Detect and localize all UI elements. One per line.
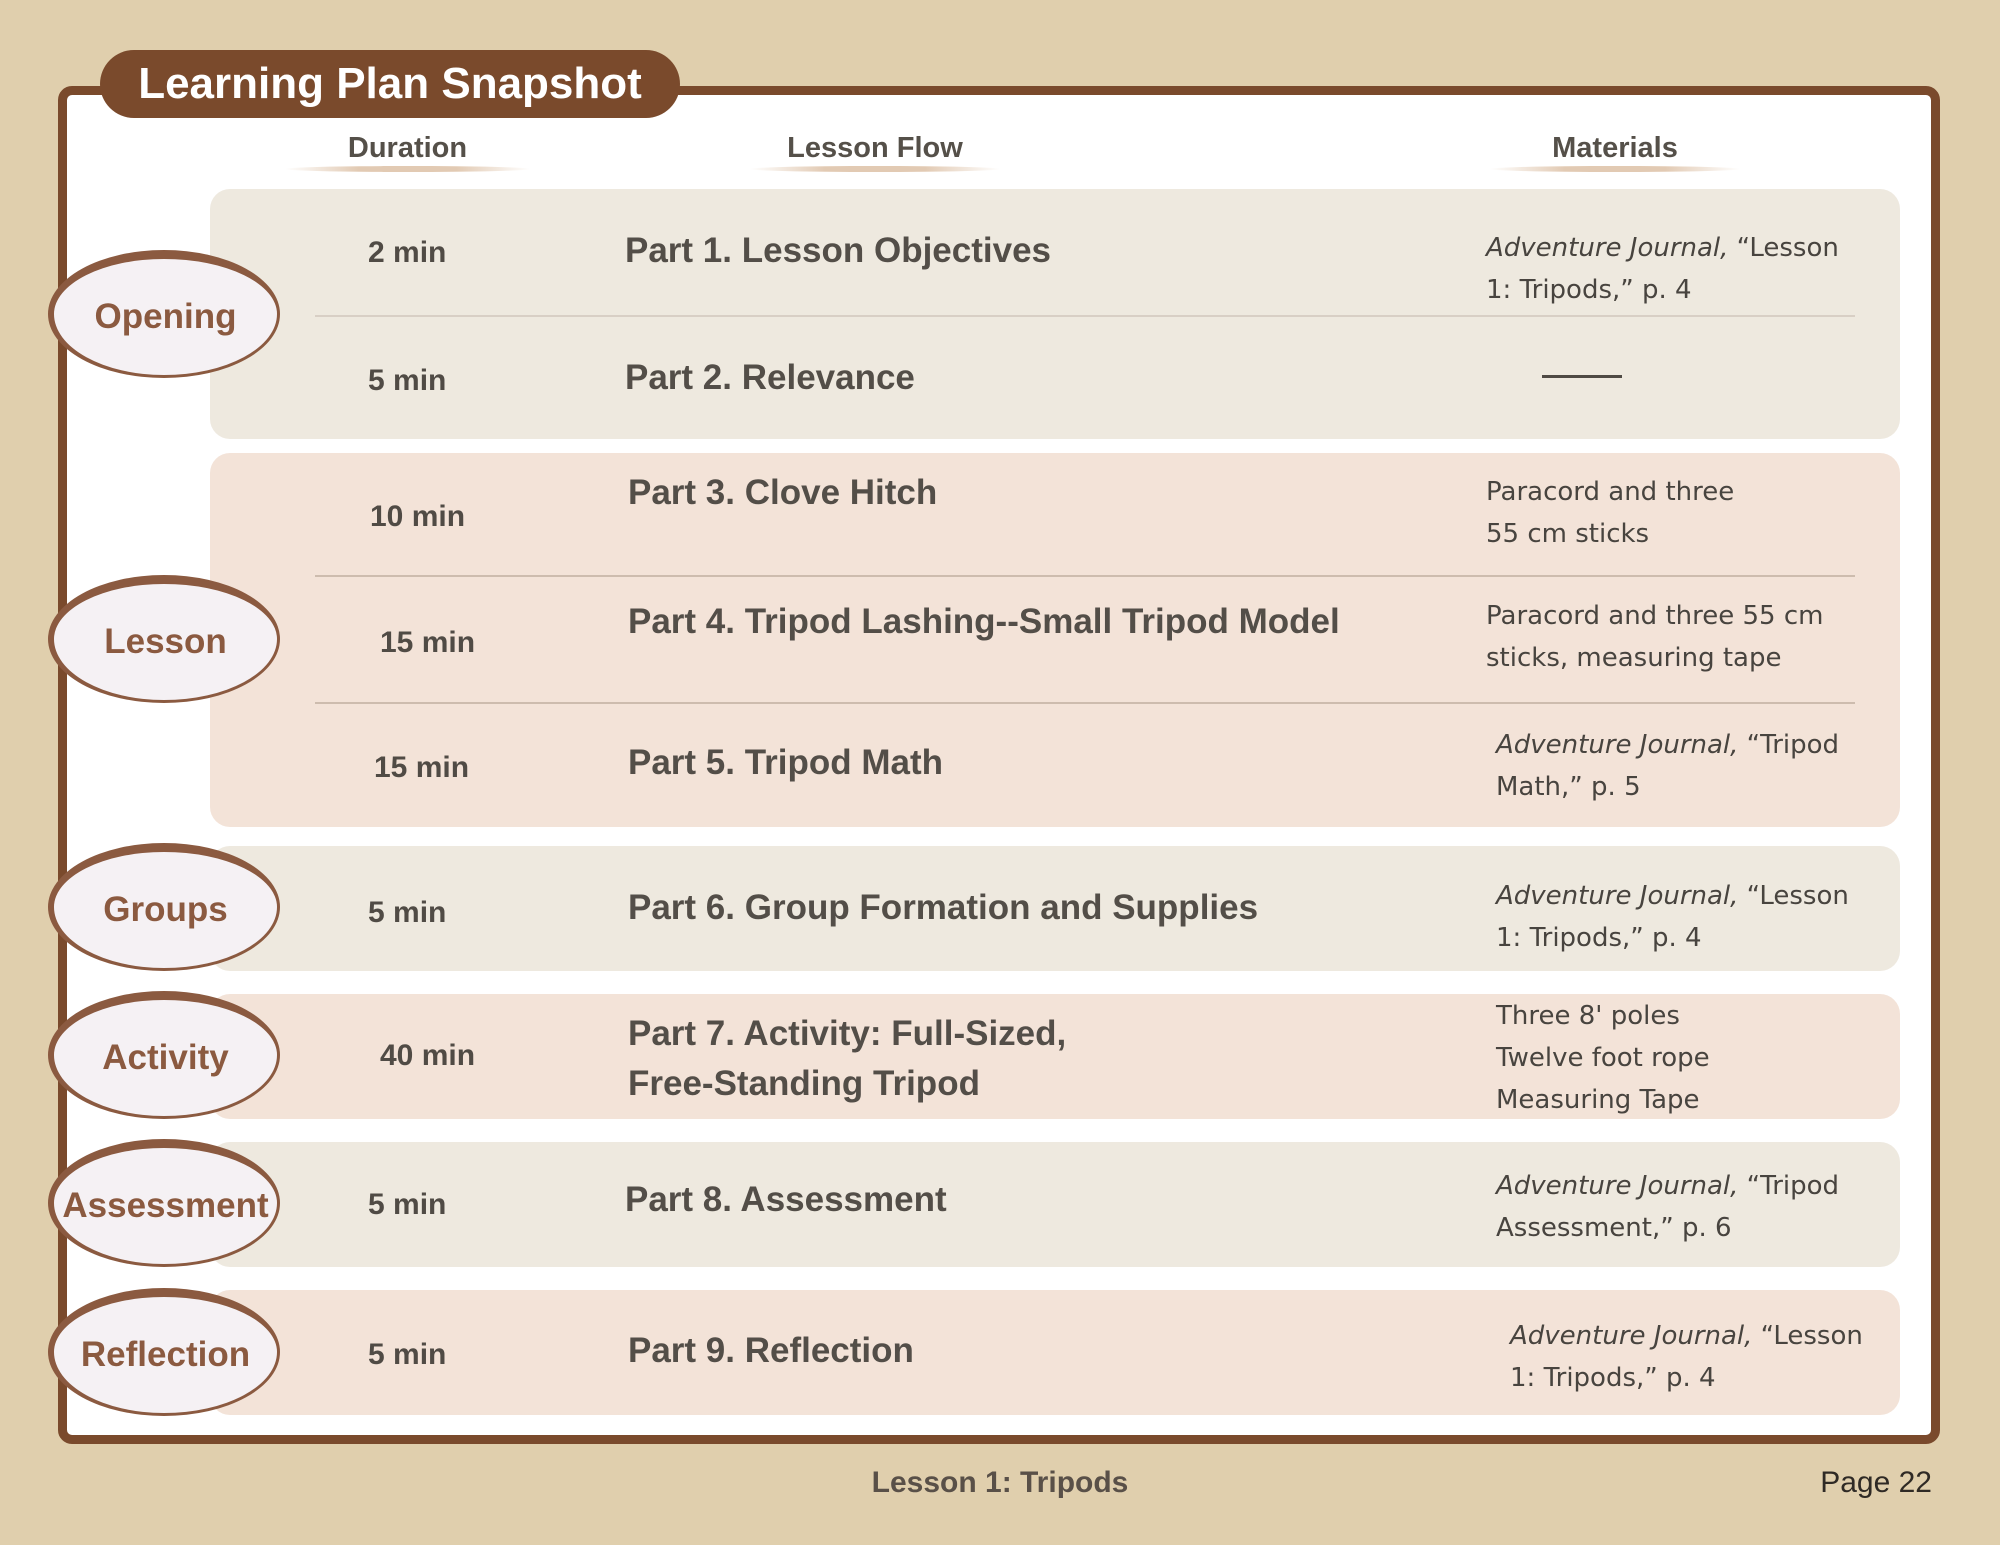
section-label-reflection: Reflection	[48, 1288, 280, 1416]
lesson-step: Part 8. Assessment	[625, 1180, 947, 1219]
duration: 5 min	[368, 896, 447, 929]
section-label-activity: Activity	[48, 991, 280, 1119]
materials: Three 8' poles Twelve foot rope Measuring Tape	[1496, 1001, 1710, 1115]
section-label-lesson: Lesson	[48, 575, 280, 703]
materials: Paracord and three 55 cm sticks	[1486, 477, 1735, 549]
duration: 40 min	[380, 1039, 476, 1072]
materials: Adventure Journal, “Lesson 1: Tripods,” p. 4	[1496, 881, 1849, 953]
duration: 15 min	[374, 751, 470, 784]
materials-none-dash	[1542, 375, 1622, 378]
lesson-step: Part 9. Reflection	[628, 1331, 914, 1370]
duration: 2 min	[368, 236, 447, 269]
footer-lesson-title: Lesson 1: Tripods	[871, 1466, 1129, 1499]
row-divider	[315, 702, 1855, 704]
lesson-step: Part 5. Tripod Math	[628, 743, 944, 782]
lesson-step: Part 3. Clove Hitch	[628, 473, 938, 512]
lesson-step: Part 1. Lesson Objectives	[625, 231, 1052, 270]
materials: Adventure Journal, “Tripod Math,” p. 5	[1496, 730, 1840, 802]
header-materials: Materials	[1510, 128, 1720, 168]
duration: 10 min	[370, 500, 466, 533]
duration: 5 min	[368, 364, 447, 397]
materials: Adventure Journal, “Tripod Assessment,” p. 6	[1496, 1171, 1840, 1243]
materials: Adventure Journal, “Lesson 1: Tripods,” p. 4	[1510, 1321, 1863, 1393]
header-duration: Duration	[305, 128, 510, 168]
row-divider	[315, 315, 1855, 317]
materials: Paracord and three 55 cm sticks, measuring tape	[1486, 601, 1824, 673]
page-title: Learning Plan Snapshot	[100, 50, 680, 118]
lesson-step: Part 2. Relevance	[625, 358, 915, 397]
page-number: Page 22	[1820, 1466, 1932, 1499]
section-label-opening: Opening	[48, 250, 280, 378]
section-label-groups: Groups	[48, 843, 280, 971]
materials: Adventure Journal, “Lesson 1: Tripods,” p. 4	[1486, 233, 1839, 305]
duration: 5 min	[368, 1338, 447, 1371]
duration: 15 min	[380, 626, 476, 659]
lesson-step: Part 7. Activity: Full-Sized, Free-Standing Tripod	[628, 1014, 1067, 1103]
lesson-step: Part 6. Group Formation and Supplies	[628, 888, 1259, 927]
duration: 5 min	[368, 1188, 447, 1221]
header-lesson-flow: Lesson Flow	[770, 128, 980, 168]
section-label-assessment: Assessment	[48, 1139, 280, 1267]
row-divider	[315, 575, 1855, 577]
lesson-step: Part 4. Tripod Lashing--Small Tripod Model	[628, 602, 1340, 641]
